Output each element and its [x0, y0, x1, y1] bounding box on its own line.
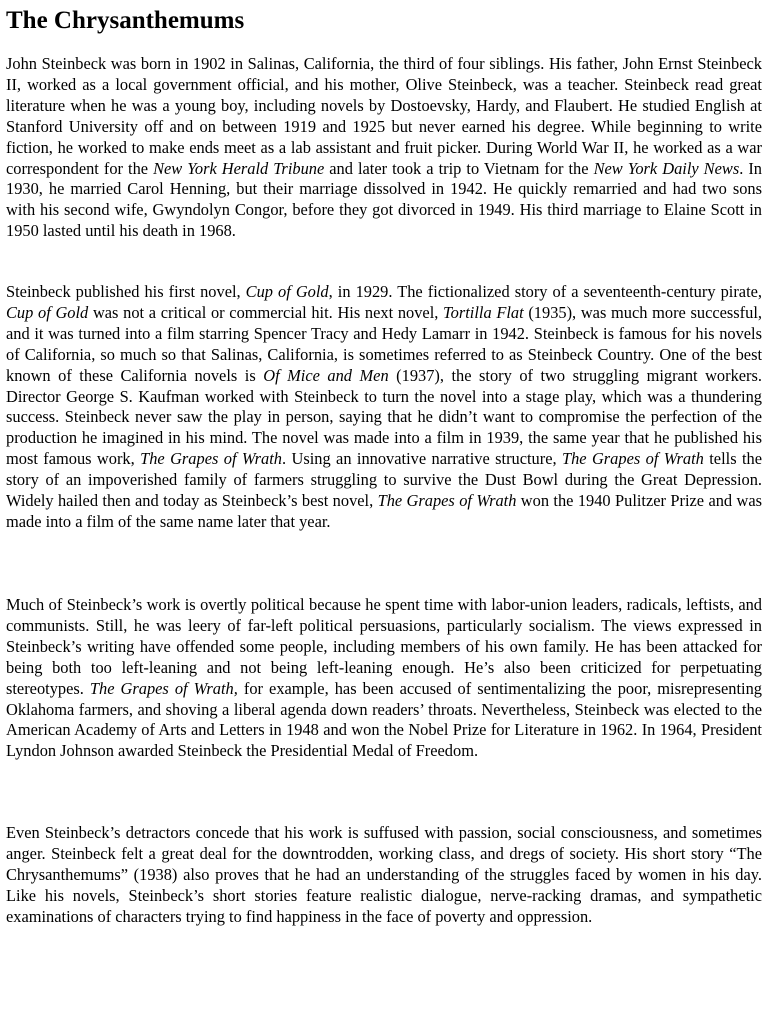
paragraph-text: Even Steinbeck’s detractors concede that his work is suffused with passion, social consciousness, and sometimes anger. Steinbeck felt a great deal for the downtrodden, working class, and dregs of society. His short story “The Chrysanthemums” (1938) also proves that he had an understanding of the struggles faced by women in his day. Like his novels, Steinbeck’s short stories feature realistic dialogue, nerve-racking dramas, and sympathetic examinations of characters trying to find happiness in the face of poverty and oppression. — [6, 823, 762, 926]
paragraph-text: (1937), the story of two struggling migrant workers. Director George S. Kaufman worked with Steinbeck to turn the novel into a stage play, which was a thundering success. Steinbeck never saw the play in person, saying that he didn’t want to compromise the perfection of the production he imagined in his mind. The novel was made into a film in 1939, the same year that he published his most famous work, — [6, 365, 762, 469]
italic-title-text: Cup of Gold — [6, 302, 89, 322]
paragraph-text: . Using an innovative narrative structure, — [281, 449, 562, 469]
paragraph-3 — [6, 595, 762, 762]
italic-title-text: Cup of Gold — [245, 282, 329, 301]
paragraph-text: for example, has been accused of sentimentalizing the poor, misrepresenting Oklahoma farmers, and shoving a liberal agenda down readers’ throats. Nevertheless, Steinbeck was elected to the American Academy of Arts and Letters in 1948 and won the Nobel Prize for Literature in 1962. In 1964, President Lyndon Johnson awarded Steinbeck the Presidential Medal of Freedom. — [6, 678, 762, 761]
paragraph-2 — [6, 282, 762, 533]
paragraph-4 — [6, 823, 762, 928]
italic-title-text: The Grapes of Wrath — [140, 449, 282, 469]
italic-title-text: New York Daily News — [593, 158, 740, 178]
italic-title-text: The Grapes of Wrath, — [89, 678, 238, 698]
paragraph-text: Much of Steinbeck’s work is overtly political because he spent time with labor-union leaders, radicals, leftists, and communists. Still, he was leery of far-left political persuasions, particularly socialism. The views expressed in Steinbeck’s writing have offended some people, including members of his own family. He has been attacked for being both too left-leaning and not being left-leaning enough. He’s also been criticized for perpetuating stereotypes. — [6, 595, 762, 698]
page-title: The Chrysanthemums — [6, 7, 245, 34]
paragraph-text: , in 1929. The fictionalized story of a seventeenth-century pirate, — [328, 282, 762, 301]
document-page — [6, 0, 762, 926]
paragraph-1 — [6, 54, 762, 242]
paragraph-text: and later took a trip to Vietnam for the — [324, 158, 594, 178]
paragraph-text: tells the story of an impoverished family of farmers struggling to survive the Dust Bowl during the Great Depression. Widely hailed then and today as Steinbeck’s best novel, — [6, 449, 762, 511]
paragraph-text: . In 1930, he married Carol Henning, but their marriage dissolved in 1942. He quickly remarried and had two sons with his second wife, Gwyndolyn Congor, before they got divorced in 1949. His third marriage to Elaine Scott in 1950 lasted until his death in 1968. — [6, 158, 762, 241]
italic-title-text: Tortilla Flat — [443, 302, 524, 322]
italic-title-text: Of Mice and Men — [263, 365, 389, 385]
paragraph-text: (1935), was much more successful, and it was turned into a film starring Spencer Tracy and Hedy Lamarr in 1942. Steinbeck is famous for his novels of California, so much so that Salinas, California, is sometimes referred to as Steinbeck Country. One of the best known of these California novels is — [6, 302, 762, 385]
paragraph-text: John Steinbeck was born in 1902 in Salinas, California, the third of four siblings. His father, John Ernst Steinbeck II, worked as a local government official, and his mother, Olive Steinbeck, was a teacher. Steinbeck read great literature when he was a young boy, including novels by Dostoevsky, Hardy, and Flaubert. He studied English at Stanford University off and on between 1919 and 1925 but never earned his degree. While beginning to write fiction, he worked to make ends meet as a lab assistant and fruit picker. During World War II, he worked as a war correspondent for the — [6, 54, 762, 178]
paragraph-text: Steinbeck published his first novel, — [6, 282, 246, 301]
paragraph-text: was not a critical or commercial hit. His next novel, — [88, 302, 444, 322]
italic-title-text: The Grapes of Wrath — [561, 449, 704, 469]
italic-title-text: The Grapes of Wrath — [377, 491, 517, 511]
paragraph-text: won the 1940 Pulitzer Prize and was made into a film of the same name later that year. — [6, 491, 762, 531]
italic-title-text: New York Herald Tribune — [153, 158, 325, 178]
